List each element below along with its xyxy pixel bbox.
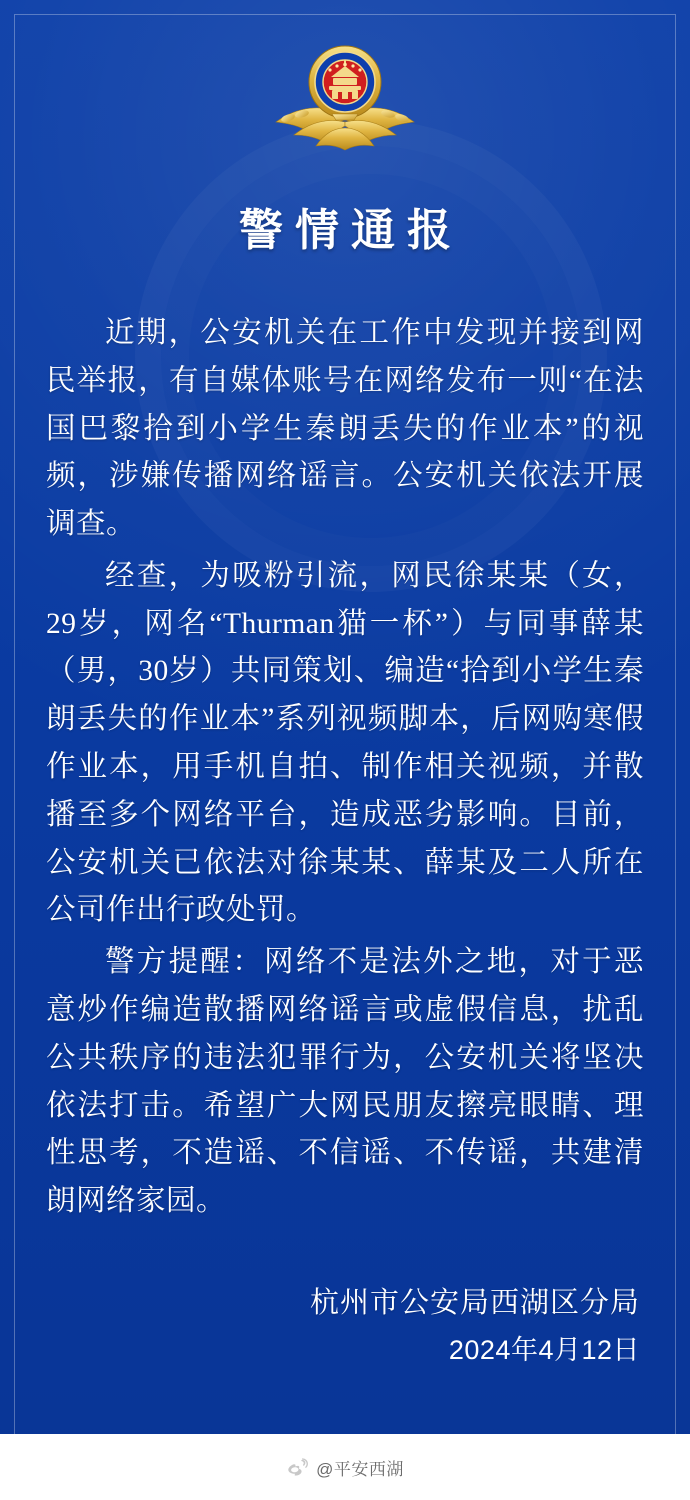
paragraph-3: 警方提醒：网络不是法外之地，对于恶意炒作编造散播网络谣言或虚假信息，扰乱公共秩序的违法犯罪行为，公安机关将坚决依法打击。希望广大网民朋友擦亮眼睛、理性思考，不造谣、不信谣、不传谣，共建清朗网络家园。 (46, 946, 644, 1218)
china-police-emblem (260, 40, 430, 160)
footer-handle: @平安西湖 (316, 1459, 404, 1479)
paragraph-2: 经查，为吸粉引流，网民徐某某（女，29岁，网名“Thurman猫一杯”）与同事薛某（男，30岁）共同策划、编造“拾到小学生秦朗丢失的作业本”系列视频脚本，后网购寒假作业本，用手机自拍、制作相关视频，并散播至多个网络平台，造成恶劣影响。目前，公安机关已依法对徐某某、薛某及二人所在公司作出行政处罚。 (46, 559, 644, 927)
page-title: 警情通报 (239, 206, 463, 255)
footer-bar (0, 1434, 690, 1500)
announcement-body (26, 310, 664, 1226)
paragraph-1: 近期，公安机关在工作中发现并接到网民举报，有自媒体账号在网络发布一则“在法国巴黎拾到小学生秦朗丢失的作业本”的视频，涉嫌传播网络谣言。公安机关依法开展调查。 (46, 317, 645, 541)
signature-block (26, 1282, 664, 1373)
signature-date: 2024年4月12日 (448, 1335, 640, 1366)
emblem-container (26, 0, 664, 160)
weibo-icon (286, 1456, 308, 1478)
signature-organization: 杭州市公安局西湖区分局 (309, 1286, 640, 1319)
